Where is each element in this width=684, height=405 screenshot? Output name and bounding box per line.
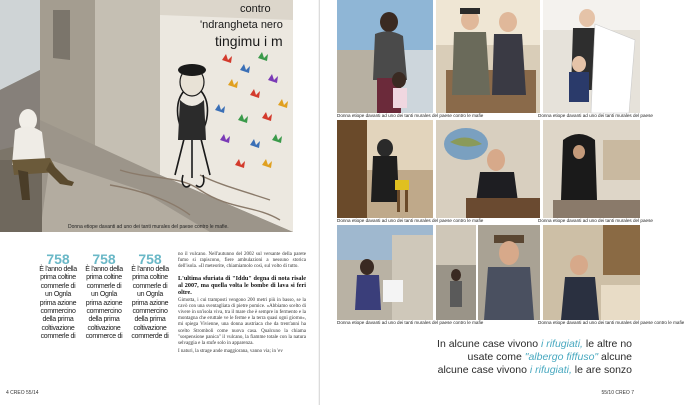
photo-woman-street	[337, 225, 433, 320]
stat-number: 758	[138, 251, 162, 267]
photo-caption-row3-right: Donna etiope davanti ad uno dei tanti murales del paese contro le mafie	[538, 320, 684, 325]
photo-elderly-couple	[436, 0, 540, 113]
pull-quote	[360, 338, 632, 377]
main-photo-caption: Donna etiope davanti ad uno dei tanti murales del paese contro le mafie.	[68, 224, 229, 230]
body-end: I naturi, la strage ande maggiorana, vanno via; in 'ev	[178, 349, 283, 355]
photo-elderly-man-hat	[478, 225, 540, 320]
pull-quote-line-1: In alcune case vivono i rifugiati, le altre no	[437, 338, 632, 350]
photo-small-figure	[436, 225, 476, 320]
article-body	[178, 252, 306, 355]
stat-column-1	[38, 252, 78, 342]
main-photo-street-mural	[0, 0, 293, 232]
body-intro: no il vulcano. Nell'autunno del 2002 sul versante della parete fumo si rapiscono, fiere ambulazioni a nessuno storica dell'isola. «Il meteorite, chiamiamolo così, sul volto di tutto.	[178, 252, 306, 270]
stat-column-3	[130, 252, 170, 342]
stat-text: È l'anno della prima coltine commerle di un Ognla prima azione commercino della prima coltivazione commerce di	[85, 266, 123, 341]
stat-column-2	[84, 252, 124, 342]
mural-text-1: contro	[240, 3, 271, 15]
page-folio-left: 4 CREO 55/14	[6, 390, 39, 396]
right-page	[320, 0, 684, 405]
photo-caption-row2-right: Donna etiope davanti ad uno dei tanti murales del paese	[538, 218, 653, 223]
body-rest: Gimotta, i cui tramposti vengono 200 metri più in basso, se la cavò con una sventagliata di pietre pomice. «Abbiamo scelto di vivere in un'isola viva, tra il mare che è sempre in fermento e la montagna che eruttale ve le ferme e la terra quasi ogni giorno», mi spiega Vivienne, una donna austriaca che da trent'anni ha scelto Stromboli come nuova casa. Qualcuno la chiama "sospensione panica" il vulcano, la fiamme totale con la natura selvaggia e la stufe solo in apparenza.	[178, 297, 306, 347]
photo-caption-row1-right: Donna etiope davanti ad uno dei tanti murales del paese	[538, 113, 653, 118]
stat-text: È l'anno della prima coltine commerle di un Ognla prima azione commercino della prima coltivazione commerde di	[131, 266, 169, 341]
photo-man-at-desk	[436, 120, 540, 218]
photo-woman-white-cloth	[543, 0, 640, 113]
lede-paragraph: L'ultima sfuriata di "Iddu" degna di nota risale al 2007, ma quella volta le bombe di lava si feri oltre.	[178, 274, 306, 296]
pull-quote-line-3: alcune case vivono i rifugiati, le are sonzo	[437, 364, 632, 376]
stat-text: È l'anno della prima coltine commerle di un Ognla prima azione commercino della prima coltivazione commerle di	[39, 266, 77, 341]
mural-text-2: 'ndrangheta nero	[200, 19, 283, 31]
left-page	[0, 0, 320, 405]
mural-text-3: tingimu i m	[215, 33, 283, 49]
pull-quote-line-2: usate come "albergo fiffuso" alcune	[467, 351, 632, 363]
photo-caption-row3-left: Donna etiope davanti ad uno dei tanti murales del paese contro le mafie	[337, 320, 484, 325]
photo-caption-row2-left: Donna etiope davanti ad uno dei tanti murales del paese contro le mafie	[337, 218, 484, 223]
stat-number: 758	[92, 251, 116, 267]
street-mural-illustration	[0, 0, 293, 232]
photo-woman-with-child	[337, 0, 433, 113]
photo-caption-row1-left: Donna etiope davanti ad uno dei tanti murales del paese contro le mafie	[337, 113, 484, 118]
stat-number: 758	[46, 251, 70, 267]
photo-woman-hijab-stool	[337, 120, 433, 218]
photo-man-kitchen	[543, 225, 640, 320]
page-folio-right: 55/10 CREO 7	[601, 390, 634, 396]
photo-woman-black-veil	[543, 120, 640, 218]
